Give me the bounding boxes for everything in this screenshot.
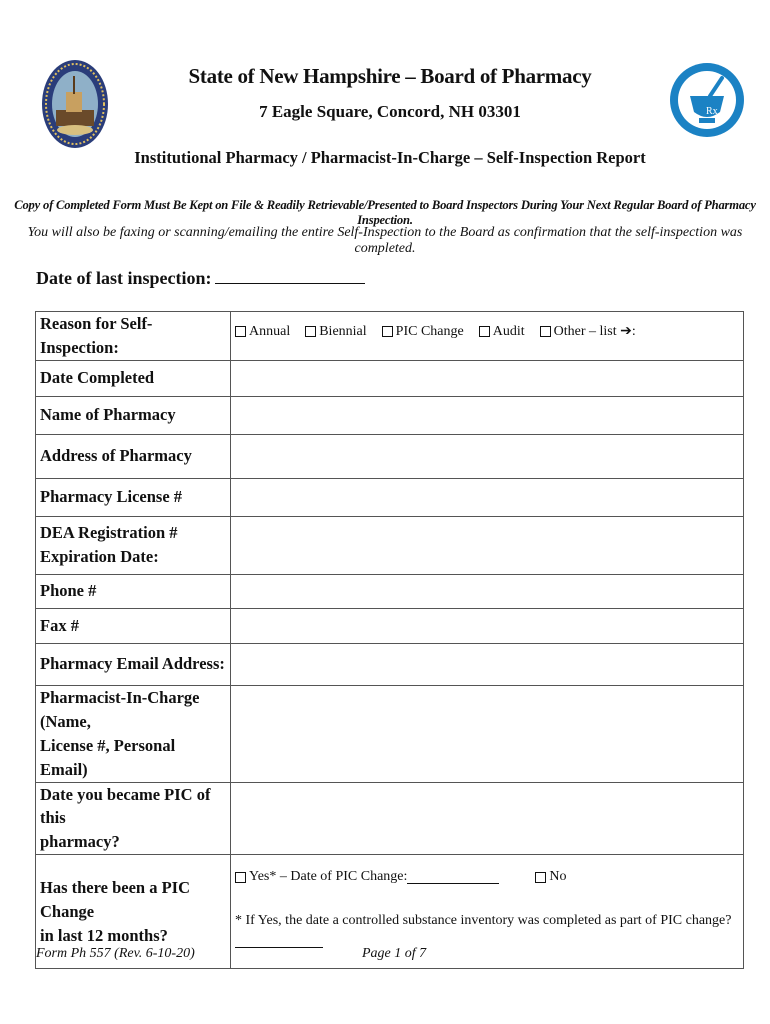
- checkbox-icon: [235, 872, 246, 883]
- license-field[interactable]: [231, 478, 744, 516]
- pic-field[interactable]: [231, 685, 744, 782]
- phone-label: Phone #: [36, 574, 231, 608]
- pic-date-field[interactable]: [231, 782, 744, 855]
- table-row: [36, 782, 744, 855]
- table-row: [36, 685, 744, 782]
- pharmacy-address-label: Address of Pharmacy: [36, 434, 231, 478]
- pic-change-date-input[interactable]: [407, 871, 499, 884]
- table-row: [36, 312, 744, 361]
- last-inspection-input[interactable]: [215, 269, 365, 284]
- report-subtitle: Institutional Pharmacy / Pharmacist-In-Charge – Self-Inspection Report: [134, 148, 646, 167]
- board-address: 7 Eagle Square, Concord, NH 03301: [259, 102, 521, 121]
- email-field[interactable]: [231, 643, 744, 685]
- email-label: Pharmacy Email Address:: [36, 643, 231, 685]
- reason-label: Reason for Self-Inspection:: [36, 312, 231, 361]
- table-row: [36, 478, 744, 516]
- fax-label: Fax #: [36, 608, 231, 643]
- date-completed-label: Date Completed: [36, 360, 231, 396]
- inventory-date-input[interactable]: [235, 933, 323, 948]
- pharmacy-info-table: [35, 311, 744, 969]
- state-seal-icon: [40, 58, 110, 153]
- table-row: [36, 643, 744, 685]
- date-completed-field[interactable]: [231, 360, 744, 396]
- checkbox-annual[interactable]: Annual: [235, 323, 290, 340]
- pharmacy-name-label: Name of Pharmacy: [36, 396, 231, 434]
- phone-field[interactable]: [231, 574, 744, 608]
- last-inspection-label: Date of last inspection:: [36, 268, 212, 288]
- checkbox-biennial[interactable]: Biennial: [305, 323, 366, 340]
- checkbox-icon: [479, 326, 490, 337]
- checkbox-pic-change[interactable]: PIC Change: [382, 323, 464, 340]
- pharmacy-name-field[interactable]: [231, 396, 744, 434]
- checkbox-icon: [535, 872, 546, 883]
- retention-notice: Copy of Completed Form Must Be Kept on File & Readily Retrievable/Presented to Board Inspectors During Your Next Regular Board of Pharmacy Inspection.: [14, 198, 756, 227]
- table-row: [36, 396, 744, 434]
- page-number: Page 1 of 7: [362, 946, 427, 961]
- pic-label: Pharmacist-In-Charge (Name, License #, Personal Email): [36, 685, 231, 782]
- checkbox-yes[interactable]: Yes* – Date of PIC Change:: [235, 869, 407, 885]
- pic-change-label: Has there been a PIC Change in last 12 months?: [36, 855, 231, 969]
- license-label: Pharmacy License #: [36, 478, 231, 516]
- checkbox-no[interactable]: No: [535, 869, 566, 885]
- reason-options: [231, 312, 744, 361]
- table-row: [36, 574, 744, 608]
- table-row: [36, 608, 744, 643]
- pharmacy-address-field[interactable]: [231, 434, 744, 478]
- pic-change-note: * If Yes, the date a controlled substance inventory was completed as part of PIC change?: [235, 913, 732, 929]
- checkbox-icon: [382, 326, 393, 337]
- last-inspection: [36, 268, 365, 289]
- mortar-pestle-rx-icon: [668, 60, 746, 140]
- page-title: State of New Hampshire – Board of Pharmacy: [188, 64, 592, 88]
- pic-date-label: Date you became PIC of this pharmacy?: [36, 782, 231, 855]
- checkbox-icon: [540, 326, 551, 337]
- checkbox-icon: [305, 326, 316, 337]
- table-row: [36, 434, 744, 478]
- dea-label: DEA Registration # Expiration Date:: [36, 516, 231, 574]
- fax-field[interactable]: [231, 608, 744, 643]
- form-id: Form Ph 557 (Rev. 6-10-20): [36, 946, 195, 961]
- checkbox-other[interactable]: Other – list ➔:: [540, 323, 636, 340]
- table-row: [36, 516, 744, 574]
- rx-text: Rx: [706, 106, 718, 117]
- submission-notice: You will also be faxing or scanning/emailing the entire Self-Inspection to the Board as confirmation that the self-inspection was completed.: [27, 225, 743, 256]
- table-row: [36, 360, 744, 396]
- checkbox-icon: [235, 326, 246, 337]
- pic-change-field: [231, 855, 744, 969]
- checkbox-audit[interactable]: Audit: [479, 323, 525, 340]
- dea-field[interactable]: [231, 516, 744, 574]
